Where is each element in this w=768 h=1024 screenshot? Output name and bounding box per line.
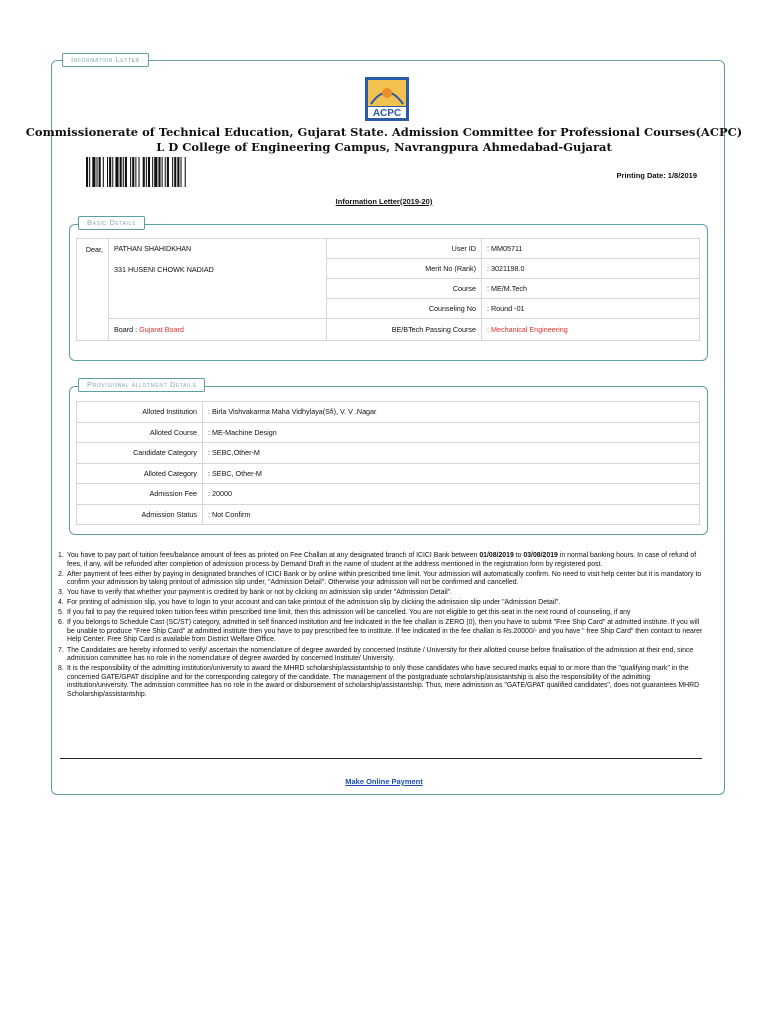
instruction-item bbox=[58, 619, 703, 645]
barcode-bar bbox=[123, 157, 124, 187]
candidate-name: PATHAN SHAHIDKHAN bbox=[109, 239, 327, 259]
allotment-value: : 20000 bbox=[203, 484, 700, 505]
barcode-bar bbox=[132, 157, 134, 187]
barcode-bar bbox=[165, 157, 166, 187]
barcode-bar bbox=[109, 157, 111, 187]
barcode-bar bbox=[139, 157, 140, 187]
barcode-bar bbox=[158, 157, 160, 187]
basic-details-table bbox=[76, 238, 700, 341]
dear-label: Dear, bbox=[77, 239, 109, 341]
svg-text:ACPC: ACPC bbox=[372, 108, 402, 119]
barcode-bar bbox=[125, 157, 127, 187]
header-title-line2: L D College of Engineering Campus, Navrangpura Ahmedabad-Gujarat bbox=[156, 140, 612, 154]
field-label: BE/BTech Passing Course bbox=[327, 319, 482, 341]
barcode-bar bbox=[86, 157, 88, 187]
barcode-bar bbox=[89, 157, 90, 187]
allotment-label: Alloted Category bbox=[77, 463, 203, 484]
barcode-bar bbox=[177, 157, 179, 187]
barcode-bar bbox=[135, 157, 136, 187]
board-value: Gujarat Board bbox=[139, 325, 184, 334]
instruction-item bbox=[58, 589, 703, 598]
field-label: Course bbox=[327, 279, 482, 299]
instruction-text: You have to verify that whether your payment is credited by bank or not by clicking on admission slip under "Admission Detail". bbox=[67, 589, 452, 597]
field-value: : Mechanical Engineering bbox=[482, 319, 700, 341]
instruction-item bbox=[58, 599, 703, 608]
payment-start-date: 01/08/2019 bbox=[479, 552, 514, 559]
acpc-logo bbox=[365, 77, 409, 121]
field-label: User ID bbox=[327, 239, 482, 259]
instruction-item bbox=[58, 609, 703, 618]
instruction-number: 6. bbox=[58, 619, 64, 627]
barcode-bar bbox=[174, 157, 176, 187]
allotment-label: Admission Status bbox=[77, 504, 203, 525]
allotment-value: : SEBC,Other-M bbox=[203, 443, 700, 464]
instruction-text: After payment of fees either by paying in designated branches of ICICI Bank or by online within prescribed time limit. Your admission will automatically confirm. No need to visit help center but it is mandatory to confirm your admission by taking printout of admission slip under, "Admission Detail". Otherwise your admission will not be confirmed and cancelled. bbox=[67, 570, 702, 587]
allotment-value: : SEBC, Other-M bbox=[203, 463, 700, 484]
barcode-image bbox=[86, 157, 218, 187]
allotment-table bbox=[76, 401, 700, 525]
instruction-number: 8. bbox=[58, 665, 64, 673]
barcode-bar bbox=[167, 157, 169, 187]
instruction-text: If you fail to pay the required token tuition fees within prescribed time limit, then this admission will be cancelled. You are not eligible to get this seat in the next round of counseling, if any bbox=[67, 609, 631, 617]
barcode-bar bbox=[146, 157, 147, 187]
barcode-bar bbox=[112, 157, 113, 187]
payment-end-date: 03/08/2019 bbox=[523, 552, 558, 559]
barcode-bar bbox=[172, 157, 173, 187]
barcode-bar bbox=[99, 157, 101, 187]
allotment-value: : Birla Vishvakarma Maha Vidhylaya(Sfi), V. V .Nagar bbox=[203, 402, 700, 423]
barcode-bar bbox=[154, 157, 157, 187]
field-value: : 3021198.0 bbox=[482, 259, 700, 279]
printing-date: Printing Date: 1/8/2019 bbox=[616, 171, 697, 180]
instruction-item bbox=[58, 552, 703, 569]
letter-title: Information Letter(2019-20) bbox=[335, 197, 433, 206]
allotment-label: Alloted Course bbox=[77, 422, 203, 443]
header-title-line1: Commissionerate of Technical Education, Gujarat State. Admission Committee for Professional Courses(ACPC) bbox=[25, 125, 743, 139]
instruction-number: 7. bbox=[58, 646, 64, 654]
barcode-bar bbox=[162, 157, 163, 187]
barcode-bar bbox=[185, 157, 186, 187]
allotment-label: Admission Fee bbox=[77, 484, 203, 505]
barcode-bar bbox=[143, 157, 145, 187]
allotment-tab: Provisional allotment Details bbox=[78, 378, 205, 392]
instruction-item bbox=[58, 665, 703, 699]
instruction-number: 1. bbox=[58, 552, 64, 559]
barcode-bar bbox=[148, 157, 150, 187]
barcode-bar bbox=[107, 157, 108, 187]
instruction-text: The Candidates are hereby informed to verify/ ascertain the nomenclature of degree awarded by concerned Institute / University for their allotted course before finalisation of the admission at their end, since admission committee has no role in the nomenclature of degree awarded by concerned Institute/ University. bbox=[67, 646, 694, 663]
instruction-text: It is the responsibility of the admitting institution/university to award the MHRD scholarship/assistantship to only those candidates who have secured marks equal to or more than the "qualifying mark" in the concerned GATE/GPAT discipline and for the corresponding category of the candidate. The management of the postgraduate scholarship/assistantship is also the responsibility of the admitting institution/university. The admission committee has no role in the award or disbursement of scholarship/assistantship. Thus, mere admission as "GATE/GPAT qualified candidates", does not guarantees MHRD Scholarship/assistantship. bbox=[67, 665, 700, 698]
field-value: : MM05711 bbox=[482, 239, 700, 259]
barcode-bar bbox=[120, 157, 122, 187]
instruction-text: You have to pay part of tuition fees/balance amount of fees as printed on Fee Challan at any designated branch of ICICI Bank between 01/08/2019 to 03/08/2019 in normal banking hours. In case of refund of fees, if any, will be refunded after completion of admission process by Demand Draft in the name of student at the address mentioned in the registration form by registered post. bbox=[67, 552, 697, 568]
instructions-list bbox=[58, 552, 703, 701]
barcode-bar bbox=[92, 157, 95, 187]
instruction-text: If you belongs to Schedule Cast (SC/ST) category, admitted in self financed institution and fee indicated in the fee challan is ZERO (0), then you have to submit "Free Ship Card" at admitted institute. If you will be unable to produce "Free Ship Card" at admitted institute then you have to pay prescribed fee to institute. If fee indicated in the fee challan is Rs.20000/- and you have " free Ship Card" then contact to nearer Help Center. Free Ship Card is available from District Welfare Office. bbox=[67, 619, 703, 644]
divider-line bbox=[60, 758, 702, 759]
allotment-value: : Not Confirm bbox=[203, 504, 700, 525]
barcode-bar bbox=[152, 157, 153, 187]
field-label: Merit No (Rank) bbox=[327, 259, 482, 279]
field-value: : Round -01 bbox=[482, 299, 700, 319]
instruction-number: 2. bbox=[58, 570, 64, 578]
instruction-number: 3. bbox=[58, 589, 64, 597]
candidate-address: 331 HUSENI CHOWK NADIAD bbox=[109, 259, 327, 319]
barcode-bar bbox=[97, 157, 98, 187]
allotment-value: : ME-Machine Design bbox=[203, 422, 700, 443]
make-online-payment-link[interactable]: Make Online Payment bbox=[345, 777, 423, 786]
instruction-number: 5. bbox=[58, 609, 64, 617]
barcode-bar bbox=[115, 157, 118, 187]
field-value: : ME/M.Tech bbox=[482, 279, 700, 299]
allotment-label: Candidate Category bbox=[77, 443, 203, 464]
barcode-bar bbox=[181, 157, 182, 187]
barcode-bar bbox=[130, 157, 131, 187]
instruction-number: 4. bbox=[58, 599, 64, 607]
field-label: Counseling No bbox=[327, 299, 482, 319]
board-info bbox=[109, 319, 327, 341]
instruction-text: For printing of admission slip, you have to login to your account and can take printout of the admission slip by clicking the admission slip under "Admission Detail". bbox=[67, 599, 561, 607]
board-label: Board : bbox=[114, 325, 140, 334]
basic-details-tab: Basic Details bbox=[78, 216, 145, 230]
information-letter-tab: Information Letter bbox=[62, 53, 149, 67]
instruction-item bbox=[58, 647, 703, 664]
barcode-bar bbox=[103, 157, 104, 187]
allotment-label: Alloted Institution bbox=[77, 402, 203, 423]
instruction-item bbox=[58, 571, 703, 588]
